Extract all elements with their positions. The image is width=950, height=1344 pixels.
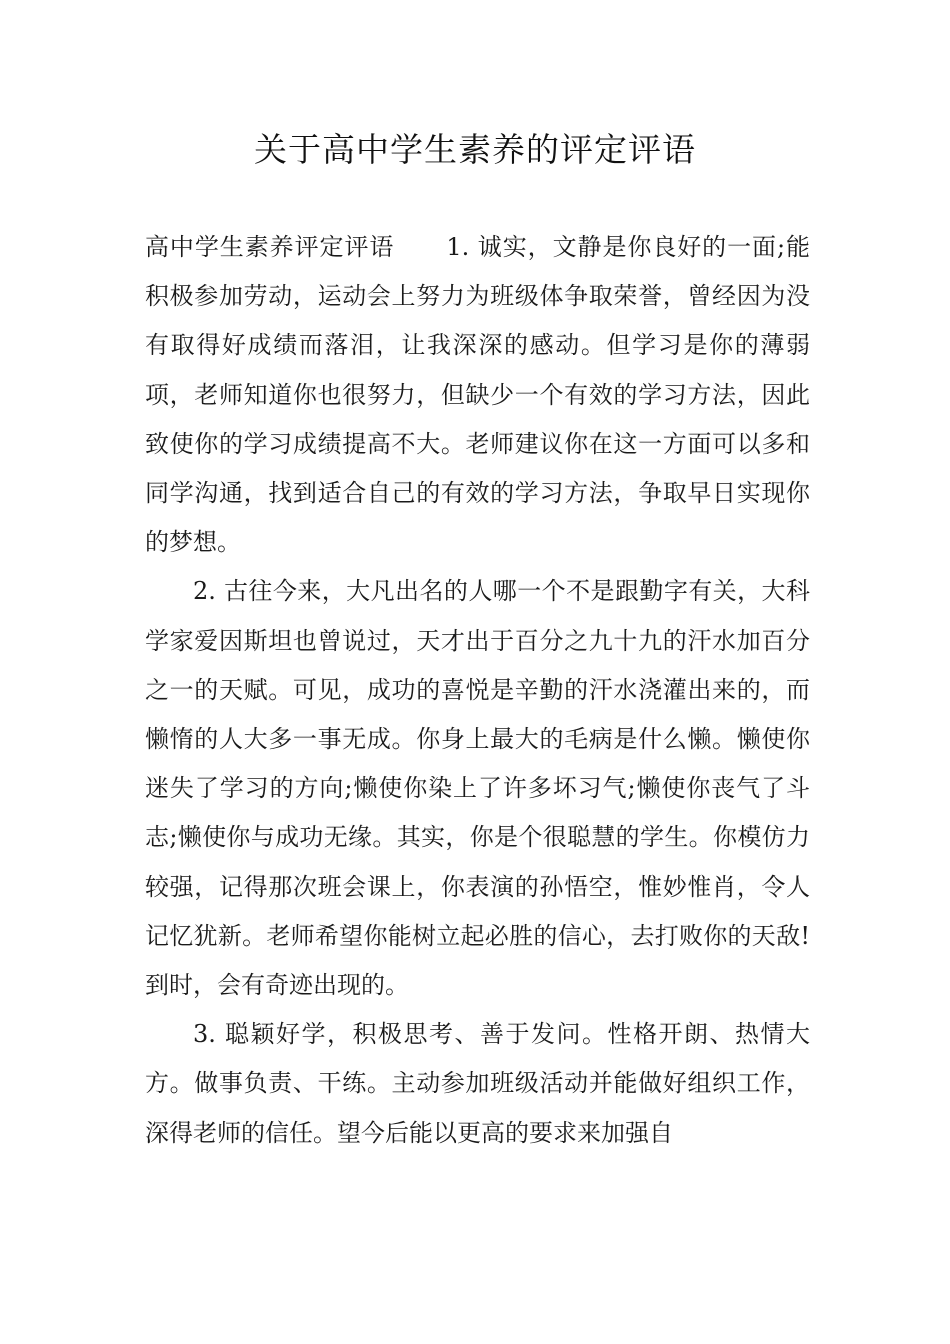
paragraph-2: 2. 古往今来，大凡出名的人哪一个不是跟勤字有关，大科学家爱因斯坦也曾说过，天才出于百分之九十九的汗水加百分之一的天赋。可见，成功的喜悦是辛勤的汗水浇灌出来的，而懒惰的人大多一事无成。你身上最大的毛病是什么懒。懒使你迷失了学习的方向;懒使你染上了许多坏习气;懒使你丧气了斗志;懒使你与成功无缘。其实，你是个很聪慧的学生。你模仿力较强，记得那次班会课上，你表演的孙悟空，惟妙惟肖，令人记忆犹新。老师希望你能树立起必胜的信心，去打败你的天敌!到时，会有奇迹出现的。: [145, 577, 810, 1000]
document-body: [145, 223, 810, 1158]
paragraph-1: [145, 223, 810, 567]
document-title: 关于高中学生素养的评定评语: [254, 130, 696, 169]
intro-heading: 高中学生素养评定评语: [145, 233, 395, 261]
paragraph-1-text: 1. 诚实，文静是你良好的一面;能积极参加劳动，运动会上努力为班级体争取荣誉，曾经因为没有取得好成绩而落泪，让我深深的感动。但学习是你的薄弱项，老师知道你也很努力，但缺少一个有效的学习方法，因此致使你的学习成绩提高不大。老师建议你在这一方面可以多和同学沟通，找到适合自己的有效的学习方法，争取早日实现你的梦想。: [145, 233, 810, 557]
paragraph-3: 3. 聪颖好学，积极思考、善于发问。性格开朗、热情大方。做事负责、干练。主动参加班级活动并能做好组织工作，深得老师的信任。望今后能以更高的要求来加强自: [145, 1020, 810, 1147]
